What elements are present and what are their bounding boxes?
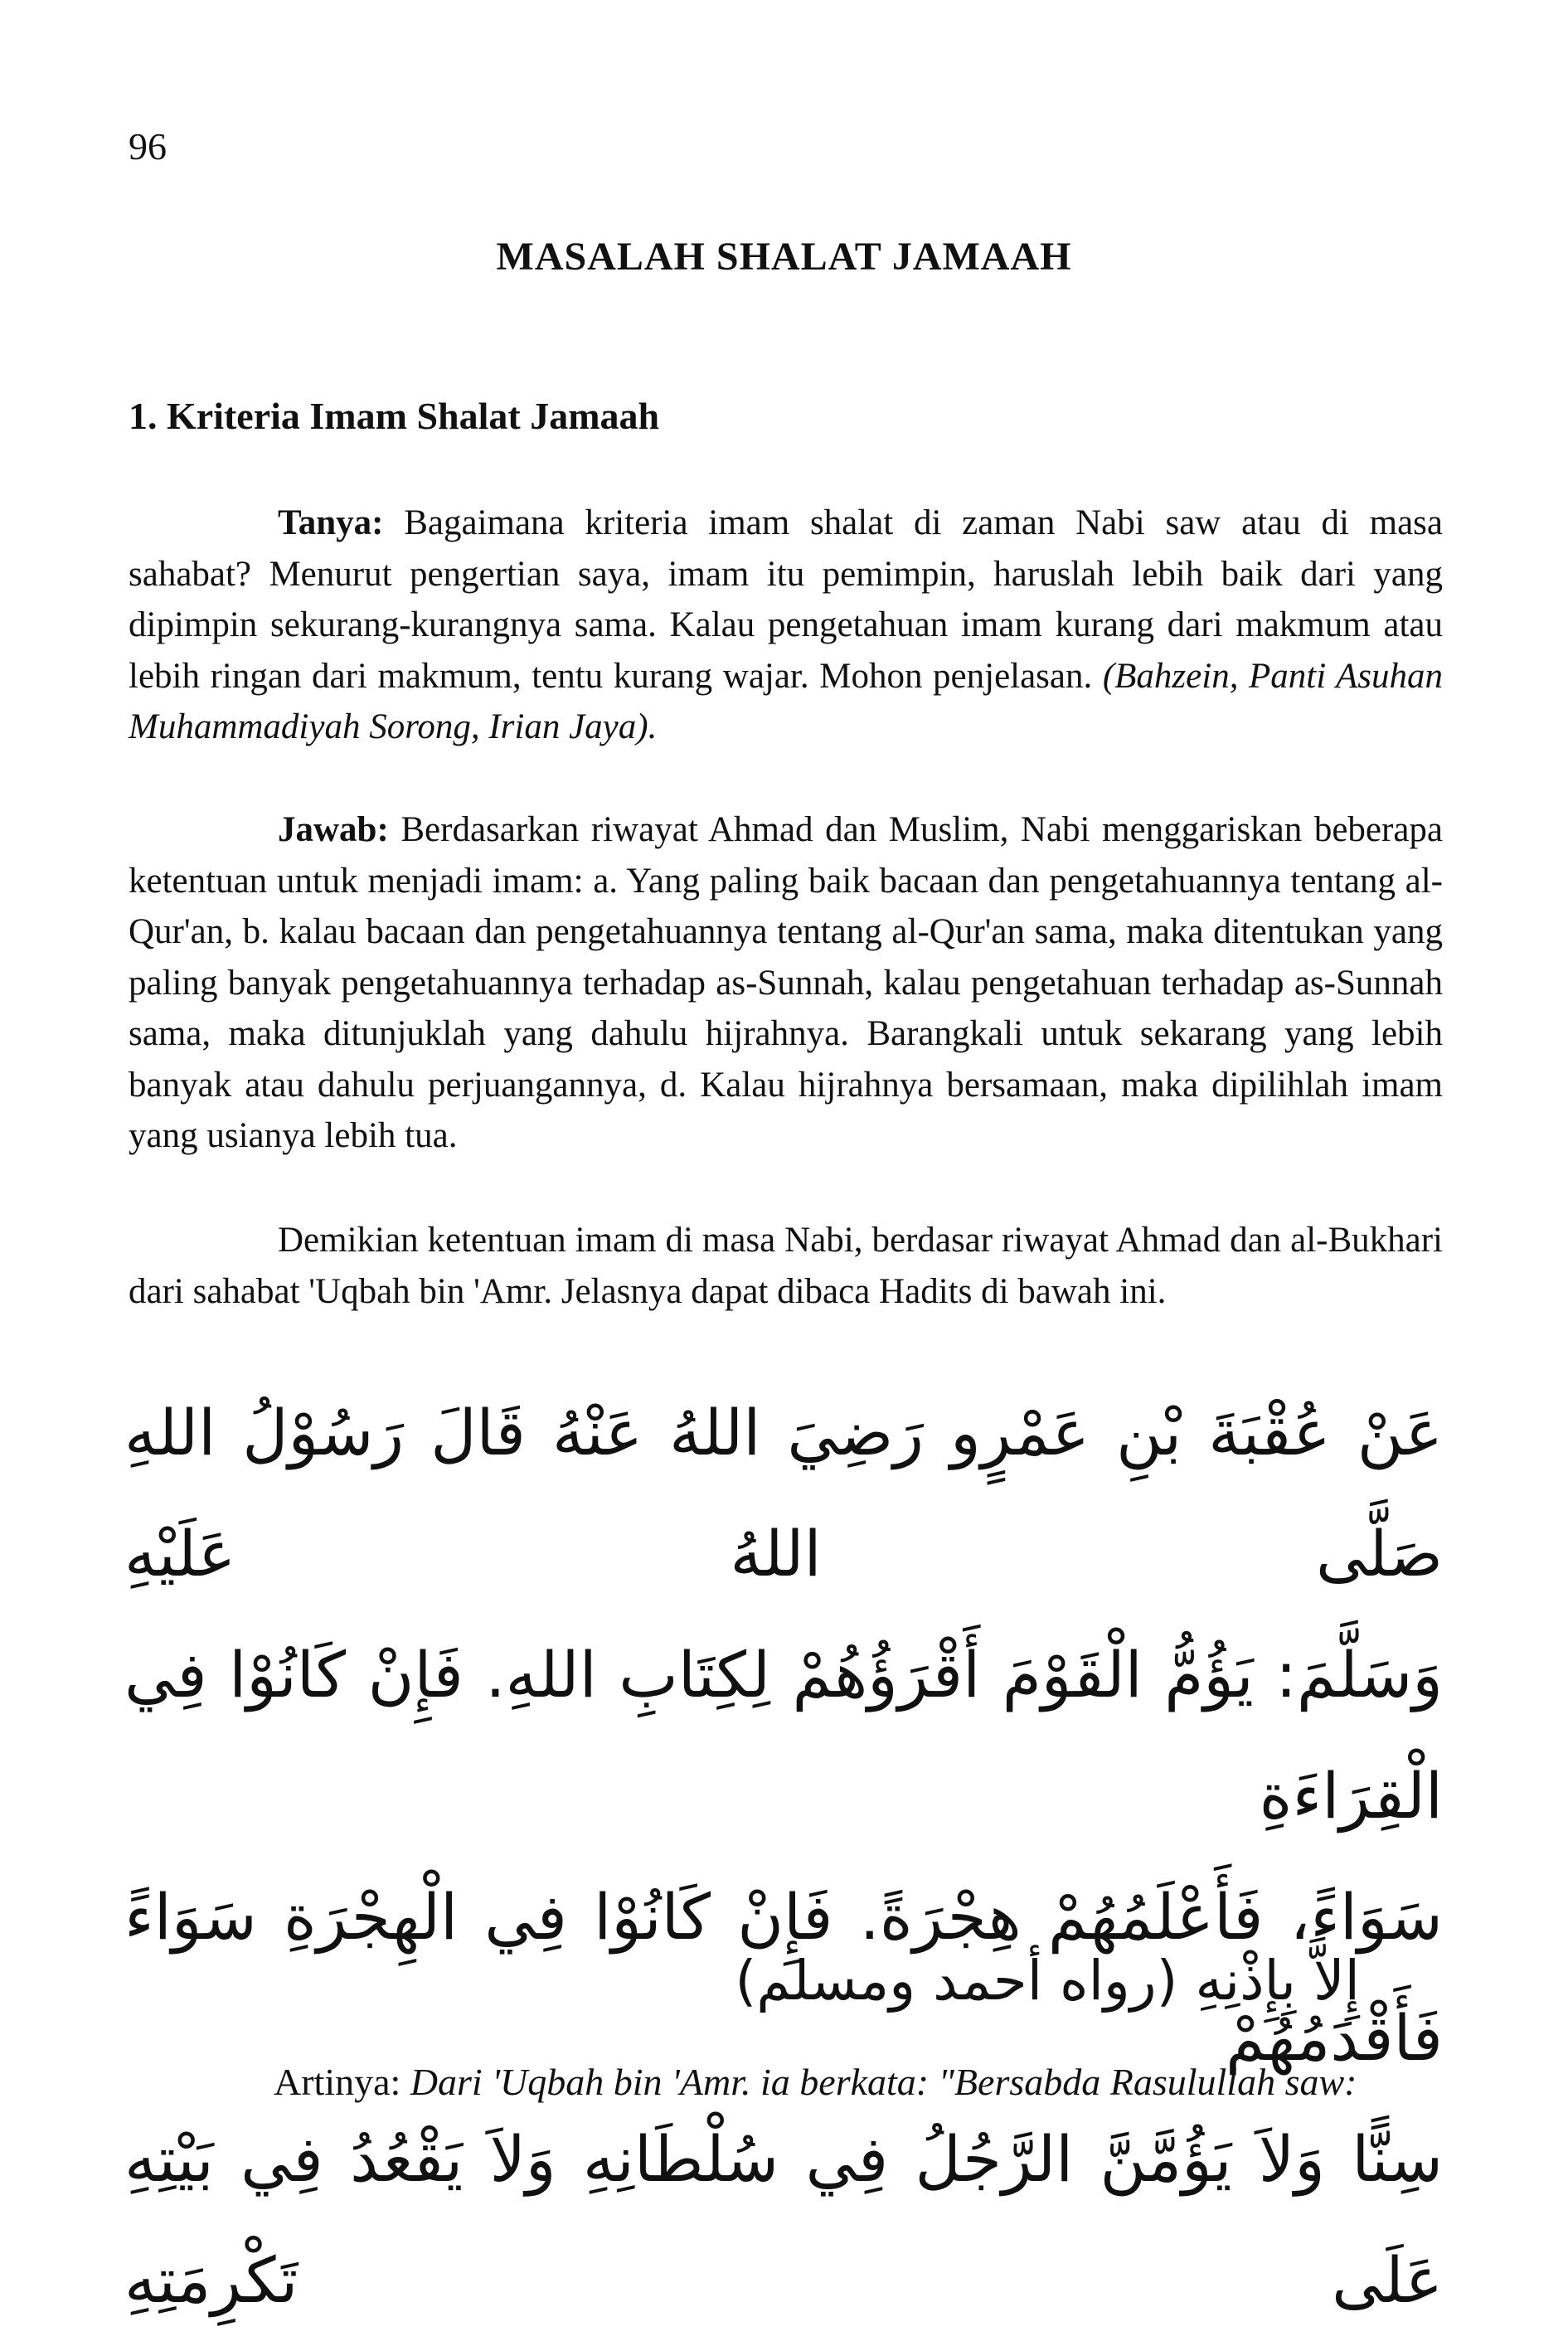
question-text: Bagaimana kriteria imam shalat di zaman Nabi saw atau di masa sahabat? Menurut pengertian saya, imam itu pemimpin, haruslah lebih baik dari yang dipimpin sekurang-kurangnya sama. Kalau pengetahuan imam kurang dari makmum atau lebih ringan dari makmum, tentu kurang wajar. Mohon penjelasan. (129, 503, 1443, 696)
hadith-closing-words: إِلاَّ بِإِذْنِهِ (1195, 1949, 1360, 2013)
translation-line (274, 2057, 1443, 2108)
hadith-arabic-text (124, 1372, 1443, 2341)
hadith-last-line (630, 1949, 1360, 2013)
hadith-line: عَنْ عُقْبَةَ بْنِ عَمْرٍو رَضِيَ اللهُ عَنْهُ قَالَ رَسُوْلُ اللهِ صَلَّى اللهُ عَلَيْهِ (124, 1396, 1443, 1591)
hadith-line: سِنًّا وَلاَ يَؤُمَّنَّ الرَّجُلُ فِي سُلْطَانِهِ وَلاَ يَقْعُدُ فِي بَيْتِهِ عَلَى تَكْرِمَتِهِ (124, 2122, 1443, 2317)
translation-text: Dari 'Uqbah bin 'Amr. ia berkata: "Bersabda Rasulullah saw: (410, 2061, 1357, 2103)
hadith-line: وَسَلَّمَ: يَؤُمُّ الْقَوْمَ أَقْرَؤُهُمْ لِكِتَابِ اللهِ. فَإِنْ كَانُوْا فِي الْقِرَاءَةِ (124, 1638, 1443, 1833)
hadith-line: سَوَاءً، فَأَعْلَمُهُمْ هِجْرَةً. فَإِنْ كَانُوْا فِي الْهِجْرَةِ سَوَاءً فَأَقْدَمُهُمْ (124, 1880, 1443, 2075)
chapter-title: MASALAH SHALAT JAMAAH (496, 235, 1072, 279)
demikian-paragraph: Demikian ketentuan imam di masa Nabi, berdasar riwayat Ahmad dan al-Bukhari dari sahabat 'Uqbah bin 'Amr. Jelasnya dapat dibaca Hadits di bawah ini. (129, 1221, 1443, 1311)
question-paragraph (129, 498, 1443, 753)
hadith-source: (رواه أحمد ومسلم) (735, 1949, 1178, 2013)
translation-label: Artinya: (274, 2061, 410, 2103)
question-sender: (Bahzein, Panti Asuhan Muhammadiyah Sorong, Irian Jaya). (129, 656, 1444, 746)
answer-text: Berdasarkan riwayat Ahmad dan Muslim, Nabi menggariskan beberapa ketentuan untuk menjadi imam: a. Yang paling baik bacaan dan pengetahuannya tentang al-Qur'an, b. kalau bacaan dan pengetahuannya tentang al-Qur'an sama, maka ditentukan yang paling banyak pengetahuannya terhadap as-Sunnah, kalau pengetahuan terhadap as-Sunnah sama, maka ditunjuklah yang dahulu hijrahnya. Barangkali untuk sekarang yang lebih banyak atau dahulu perjuangannya, d. Kalau hijrahnya bersamaan, maka dipilihlah imam yang usianya lebih tua. (129, 810, 1443, 1155)
section-heading: 1. Kriteria Imam Shalat Jamaah (129, 395, 660, 437)
answer-paragraph (129, 804, 1443, 1162)
page-number: 96 (129, 125, 167, 168)
question-label: Tanya: (278, 503, 384, 542)
answer-label: Jawab: (278, 810, 389, 849)
